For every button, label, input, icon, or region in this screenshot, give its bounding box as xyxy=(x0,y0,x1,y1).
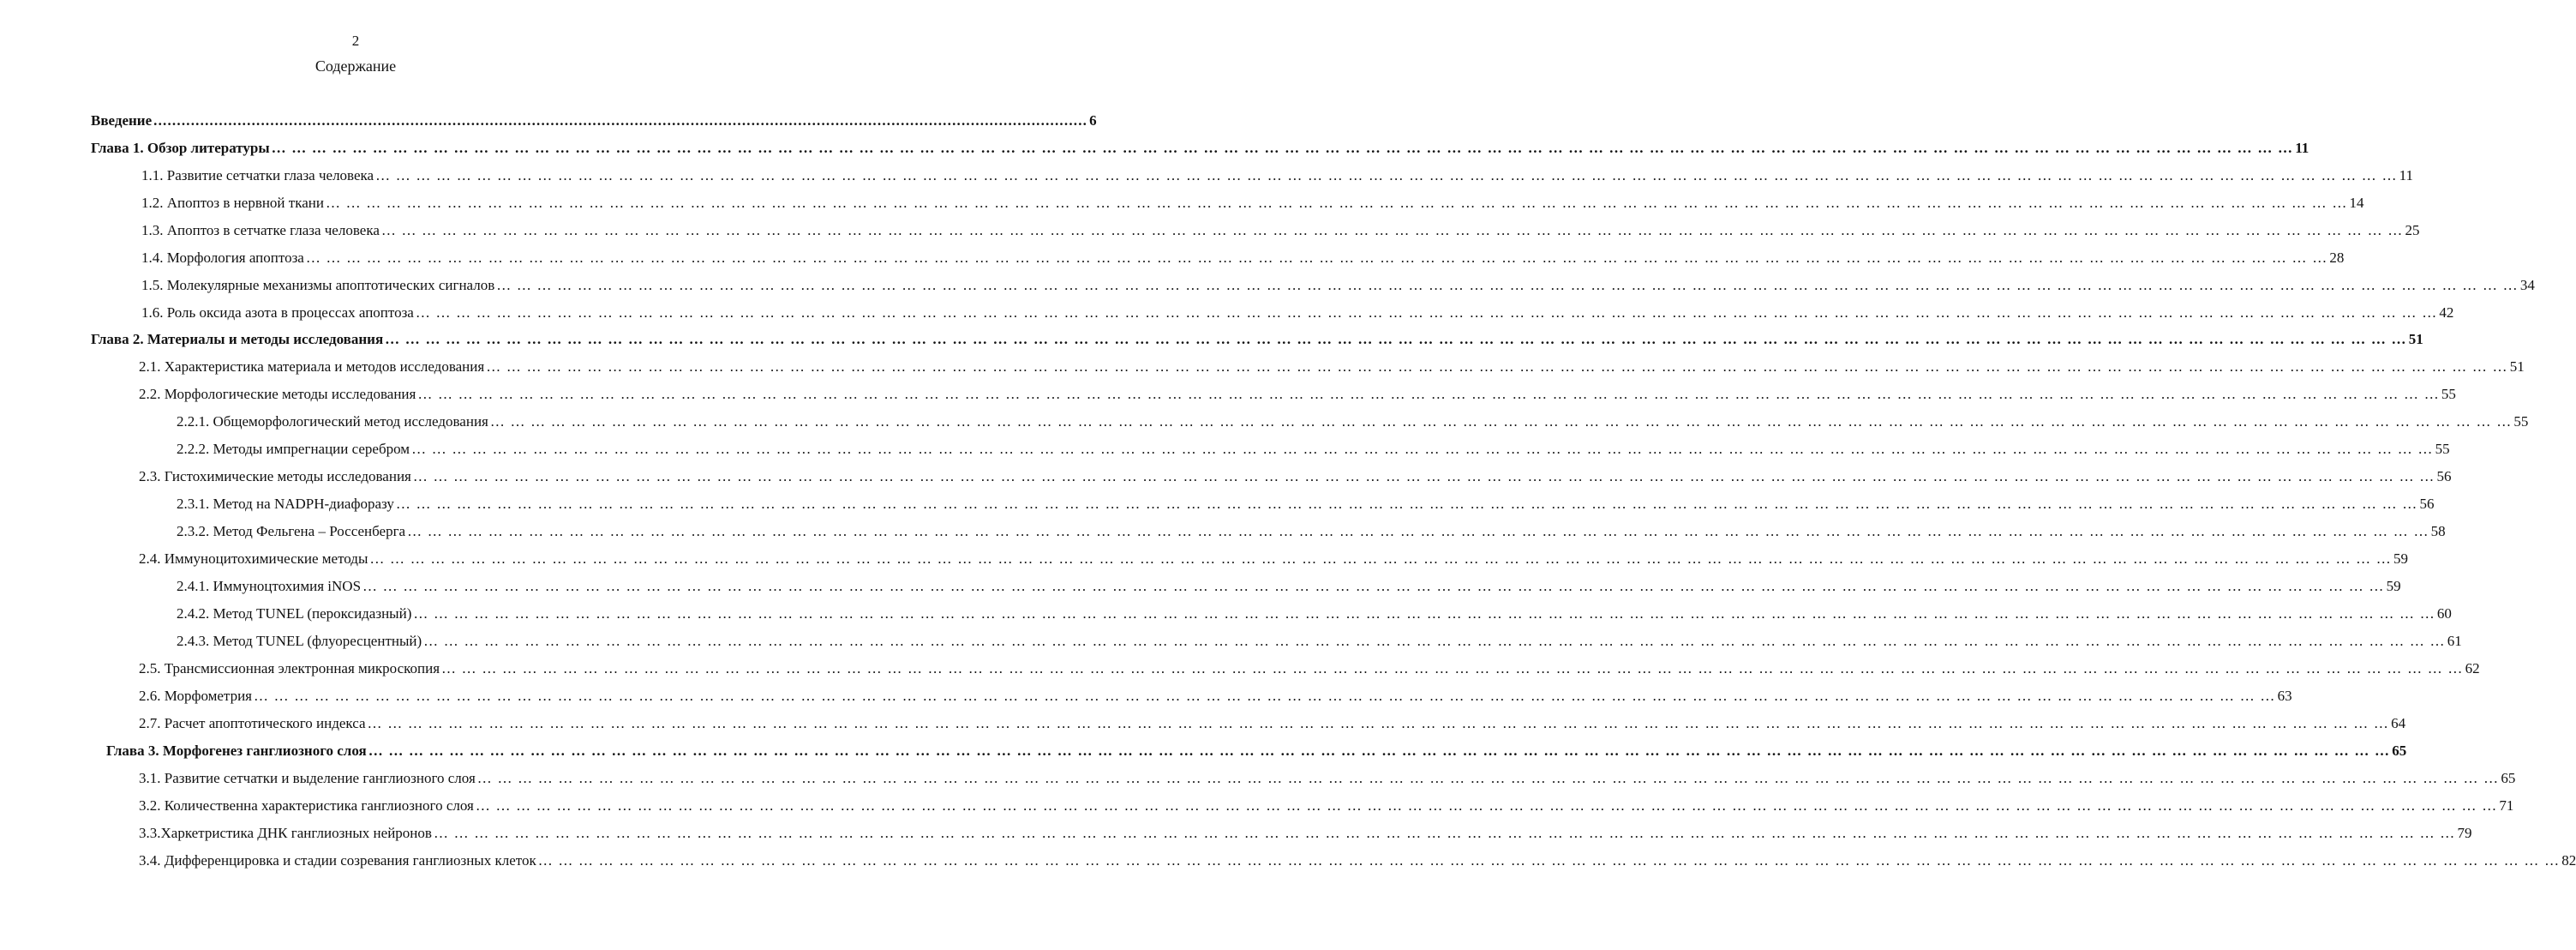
toc-entry-page: 42 xyxy=(2439,304,2454,321)
toc-entry-label: 3.3.Харкетристика ДНК ганглиозных нейронов xyxy=(139,825,432,841)
dot-leader: … … … … … … … … … … … … … … … … … … … … … … … … … … … … … … … … … … … … … … … … … … … … … … … … … … … … … … … … … … … … … … … … … … … … … … … … … … … … … … … … … … … … … … … … … … … … … … … … … … … … xyxy=(395,496,2418,512)
dot-leader: … … … … … … … … … … … … … … … … … … … … … … … … … … … … … … … … … … … … … … … … … … … … … … … … … … … … … … … … … … … … … … … … … … … … … … … … … … … … … … … … … … … … … … … … … … … … … … … … … … … … xyxy=(417,386,2440,402)
dot-leader: … … … … … … … … … … … … … … … … … … … … … … … … … … … … … … … … … … … … … … … … … … … … … … … … … … … … … … … … … … … … … … … … … … … … … … … … … … … … … … … … … … … … … … … … … … … … … … … … … … … … xyxy=(254,688,2276,704)
toc-entry-label: 3.2. Количественна характеристика ганглиозного слоя xyxy=(139,797,474,814)
toc-entry-label: 2.7. Расчет апоптотического индекса xyxy=(139,715,366,731)
toc-entry-label: 2.4. Иммуноцитохимические методы xyxy=(139,550,368,567)
dot-leader: … … … … … … … … … … … … … … … … … … … … … … … … … … … … … … … … … … … … … … … … … … … … … … … … … … … … … … … … … … … … … … … … … … … … … … … … … … … … … … … … … … … … … … … … … … … … … … … … … … … … xyxy=(413,605,2435,622)
toc-entry-label: 2.1. Характеристика материала и методов исследования xyxy=(139,358,485,375)
toc-entry xyxy=(139,712,2406,735)
dot-leader: … … … … … … … … … … … … … … … … … … … … … … … … … … … … … … … … … … … … … … … … … … … … … … … … … … … … … … … … … … … … … … … … … … … … … … … … … … … … … … … … … … … … … … … … … … … … … … … … … … … … xyxy=(368,743,2391,759)
dot-leader: … … … … … … … … … … … … … … … … … … … … … … … … … … … … … … … … … … … … … … … … … … … … … … … … … … … … … … … … … … … … … … … … … … … … … … … … … … … … … … … … … … … … … … … … … … … … … … … … … … … … xyxy=(362,578,2385,594)
dot-leader: … … … … … … … … … … … … … … … … … … … … … … … … … … … … … … … … … … … … … … … … … … … … … … … … … … … … … … … … … … … … … … … … … … … … … … … … … … … … … … … … … … … … … … … … … … … … … … … … … … … … xyxy=(415,304,2438,321)
dot-leader: … … … … … … … … … … … … … … … … … … … … … … … … … … … … … … … … … … … … … … … … … … … … … … … … … … … … … … … … … … … … … … … … … … … … … … … … … … … … … … … … … … … … … … … … … … … … … … … … … … … … xyxy=(407,523,2429,539)
dot-leader: … … … … … … … … … … … … … … … … … … … … … … … … … … … … … … … … … … … … … … … … … … … … … … … … … … … … … … … … … … … … … … … … … … … … … … … … … … … … … … … … … … … … … … … … … … … … … … … … … … … … xyxy=(380,222,2404,238)
dot-leader: … … … … … … … … … … … … … … … … … … … … … … … … … … … … … … … … … … … … … … … … … … … … … … … … … … … … … … … … … … … … … … … … … … … … … … … … … … … … … … … … … … … … … … … … … … … … … … … … … … … … xyxy=(537,852,2561,869)
dot-leader: … … … … … … … … … … … … … … … … … … … … … … … … … … … … … … … … … … … … … … … … … … … … … … … … … … … … … … … … … … … … … … … … … … … … … … … … … … … … … … … … … … … … … … … … … … … … … … … … … … … … xyxy=(486,358,2508,375)
dot-leader: … … … … … … … … … … … … … … … … … … … … … … … … … … … … … … … … … … … … … … … … … … … … … … … … … … … … … … … … … … … … … … … … … … … … … … … … … … … … … … … … … … … … … … … … … … … … … … … … … … … … xyxy=(476,770,2500,786)
toc-entry-label: 3.4. Дифференцировка и стадии созревания ганглиозных клеток xyxy=(139,852,536,869)
toc-entry-label: Введение xyxy=(91,112,153,129)
toc-entry-page: 71 xyxy=(2499,797,2514,814)
toc-entry-label: 2.4.1. Иммуноцтохимия iNOS xyxy=(177,578,362,594)
toc-entry-page: 55 xyxy=(2435,441,2450,457)
toc-entry-page: 51 xyxy=(2509,358,2525,375)
toc-entry-label: 2.3.2. Метод Фельгена – Россенберга xyxy=(177,523,406,539)
toc-entry-page: 51 xyxy=(2408,331,2423,347)
toc-entry xyxy=(139,850,2576,872)
toc-entry-label: 2.2.2. Методы импрегнации серебром xyxy=(177,441,410,457)
page-number: 2 xyxy=(351,33,360,49)
toc-entry-page: 56 xyxy=(2436,468,2452,484)
toc-entry xyxy=(139,466,2452,488)
toc-entry xyxy=(177,411,2529,433)
dot-leader: … … … … … … … … … … … … … … … … … … … … … … … … … … … … … … … … … … … … … … … … … … … … … … … … … … … … … … … … … … … … … … … … … … … … … … … … … … … … … … … … … … … … … … … … … … … … … … … … … … … … xyxy=(367,715,2390,731)
dot-leader: ........................................................................................................................................................................................................ xyxy=(153,112,1088,129)
dot-leader: … … … … … … … … … … … … … … … … … … … … … … … … … … … … … … … … … … … … … … … … … … … … … … … … … … … … … … … … … … … … … … … … … … … … … … … … … … … … … … … … … … … … … … … … … … … … … … … … … … … … xyxy=(412,468,2435,484)
toc-entry xyxy=(91,328,2423,351)
dot-leader: … … … … … … … … … … … … … … … … … … … … … … … … … … … … … … … … … … … … … … … … … … … … … … … … … … … … … … … … … … … … … … … … … … … … … … … … … … … … … … … … … … … … … … … … … … … … … … … … … … … … xyxy=(496,277,2519,293)
toc-entry-label: Глава 3. Морфогенез ганглиозного слоя xyxy=(106,743,367,759)
toc-entry-label: 3.1. Развитие сетчатки и выделение ганглиозного слоя xyxy=(139,770,476,786)
toc-entry-label: 2.2.1. Общеморфологический метод исследования xyxy=(177,413,488,430)
toc-entry-page: 28 xyxy=(2329,250,2345,266)
toc-entry-page: 59 xyxy=(2386,578,2401,594)
toc-entry-label: 2.4.2. Метод TUNEL (пероксидазный) xyxy=(177,605,412,622)
toc-entry-label: 1.1. Развитие сетчатки глаза человека xyxy=(141,167,374,183)
toc-entry-page: 79 xyxy=(2457,825,2472,841)
toc-entry xyxy=(177,630,2462,652)
toc-entry xyxy=(106,740,2407,762)
toc-entry-label: Глава 2. Материалы и методы исследования xyxy=(91,331,384,347)
toc-entry-label: 2.6. Морфометрия xyxy=(139,688,252,704)
toc-entry xyxy=(177,603,2452,625)
toc-entry xyxy=(141,192,2364,214)
toc-entry-page: 25 xyxy=(2405,222,2420,238)
toc-entry xyxy=(141,274,2535,297)
page-title: Содержание xyxy=(315,57,397,75)
toc-entry xyxy=(139,548,2408,570)
toc-entry-page: 6 xyxy=(1089,112,1097,129)
dot-leader: … … … … … … … … … … … … … … … … … … … … … … … … … … … … … … … … … … … … … … … … … … … … … … … … … … … … … … … … … … … … … … … … … … … … … … … … … … … … … … … … … … … … … … … … … … … … … … … … … … … … xyxy=(375,167,2398,183)
toc-entry xyxy=(177,438,2450,460)
dot-leader: … … … … … … … … … … … … … … … … … … … … … … … … … … … … … … … … … … … … … … … … … … … … … … … … … … … … … … … … … … … … … … … … … … … … … … … … … … … … … … … … … … … … … … … … … … … … … … … … … … … … xyxy=(385,331,2407,347)
toc-entry-page: 56 xyxy=(2419,496,2435,512)
toc-entry xyxy=(139,767,2516,790)
toc-entry xyxy=(177,575,2401,598)
toc-entry xyxy=(177,520,2446,543)
toc-entry-page: 82 xyxy=(2561,852,2576,869)
toc-entry-page: 55 xyxy=(2513,413,2529,430)
toc-entry-label: 2.3. Гистохимические методы исследования xyxy=(139,468,411,484)
dot-leader: … … … … … … … … … … … … … … … … … … … … … … … … … … … … … … … … … … … … … … … … … … … … … … … … … … … … … … … … … … … … … … … … … … … … … … … … … … … … … … … … … … … … … … … … … … … … … … … … … … … … xyxy=(369,550,2392,567)
dot-leader: … … … … … … … … … … … … … … … … … … … … … … … … … … … … … … … … … … … … … … … … … … … … … … … … … … … … … … … … … … … … … … … … … … … … … … … … … … … … … … … … … … … … … … … … … … … … … … … … … … … … xyxy=(325,195,2348,211)
toc-entry-page: 64 xyxy=(2391,715,2406,731)
toc-entry-label: 1.3. Апоптоз в сетчатке глаза человека xyxy=(141,222,380,238)
toc-entry xyxy=(139,822,2472,845)
toc-entry xyxy=(141,247,2345,269)
toc-entry-label: 2.2. Морфологические методы исследования xyxy=(139,386,416,402)
toc-entry-label: 2.3.1. Метод на NADPH-диафоразу xyxy=(177,496,394,512)
toc-entry xyxy=(139,383,2456,406)
dot-leader: … … … … … … … … … … … … … … … … … … … … … … … … … … … … … … … … … … … … … … … … … … … … … … … … … … … … … … … … … … … … … … … … … … … … … … … … … … … … … … … … … … … … … … … … … … … … … … … … … … … … xyxy=(441,660,2464,676)
toc-entry-page: 65 xyxy=(2501,770,2516,786)
toc-entry-page: 58 xyxy=(2430,523,2446,539)
dot-leader: … … … … … … … … … … … … … … … … … … … … … … … … … … … … … … … … … … … … … … … … … … … … … … … … … … … … … … … … … … … … … … … … … … … … … … … … … … … … … … … … … … … … … … … … … … … … … … … … … … … … xyxy=(423,633,2446,649)
dot-leader: … … … … … … … … … … … … … … … … … … … … … … … … … … … … … … … … … … … … … … … … … … … … … … … … … … … … … … … … … … … … … … … … … … … … … … … … … … … … … … … … … … … … … … … … … … … … … … … … … … … … xyxy=(271,140,2294,156)
toc-entry xyxy=(91,137,2309,159)
toc-entry-page: 60 xyxy=(2436,605,2452,622)
toc-entry-label: 2.4.3. Метод TUNEL (флуоресцентный) xyxy=(177,633,422,649)
toc-entry-label: 2.5. Трансмиссионная электронная микроскопия xyxy=(139,660,440,676)
toc-entry-label: Глава 1. Обзор литературы xyxy=(91,140,270,156)
dot-leader: … … … … … … … … … … … … … … … … … … … … … … … … … … … … … … … … … … … … … … … … … … … … … … … … … … … … … … … … … … … … … … … … … … … … … … … … … … … … … … … … … … … … … … … … … … … … … … … … … … … … xyxy=(489,413,2513,430)
toc-entry-label: 1.4. Морфология апоптоза xyxy=(141,250,304,266)
toc-entry xyxy=(139,356,2525,378)
toc-entry-page: 63 xyxy=(2277,688,2292,704)
toc-entry-page: 61 xyxy=(2447,633,2462,649)
toc-entry-label: 1.5. Молекулярные механизмы апоптотических сигналов xyxy=(141,277,495,293)
toc-entry-page: 65 xyxy=(2392,743,2407,759)
toc-entry-page: 11 xyxy=(2295,140,2309,156)
toc-entry xyxy=(91,110,1097,132)
toc-entry xyxy=(141,302,2454,324)
toc-entry xyxy=(139,658,2480,680)
toc-entry xyxy=(139,685,2292,707)
toc-entry xyxy=(177,493,2435,515)
toc-entry-page: 62 xyxy=(2465,660,2480,676)
toc-entry-label: 1.2. Апоптоз в нервной ткани xyxy=(141,195,324,211)
dot-leader: … … … … … … … … … … … … … … … … … … … … … … … … … … … … … … … … … … … … … … … … … … … … … … … … … … … … … … … … … … … … … … … … … … … … … … … … … … … … … … … … … … … … … … … … … … … … … … … … … … … … xyxy=(433,825,2456,841)
toc-entry xyxy=(141,165,2414,187)
toc-entry-label: 1.6. Роль оксида азота в процессах апоптоза xyxy=(141,304,414,321)
toc-entry xyxy=(139,795,2514,817)
dot-leader: … … … … … … … … … … … … … … … … … … … … … … … … … … … … … … … … … … … … … … … … … … … … … … … … … … … … … … … … … … … … … … … … … … … … … … … … … … … … … … … … … … … … … … … … … … … … … … … … … … … … xyxy=(475,797,2498,814)
toc-entry-page: 55 xyxy=(2441,386,2456,402)
toc-entry-page: 14 xyxy=(2349,195,2364,211)
toc-entry-page: 11 xyxy=(2399,167,2414,183)
toc-entry xyxy=(141,219,2420,242)
dot-leader: … … … … … … … … … … … … … … … … … … … … … … … … … … … … … … … … … … … … … … … … … … … … … … … … … … … … … … … … … … … … … … … … … … … … … … … … … … … … … … … … … … … … … … … … … … … … … … … … … … … … xyxy=(305,250,2328,266)
toc-entry-page: 34 xyxy=(2519,277,2535,293)
dot-leader: … … … … … … … … … … … … … … … … … … … … … … … … … … … … … … … … … … … … … … … … … … … … … … … … … … … … … … … … … … … … … … … … … … … … … … … … … … … … … … … … … … … … … … … … … … … … … … … … … … … … xyxy=(411,441,2434,457)
toc-entry-page: 59 xyxy=(2393,550,2408,567)
